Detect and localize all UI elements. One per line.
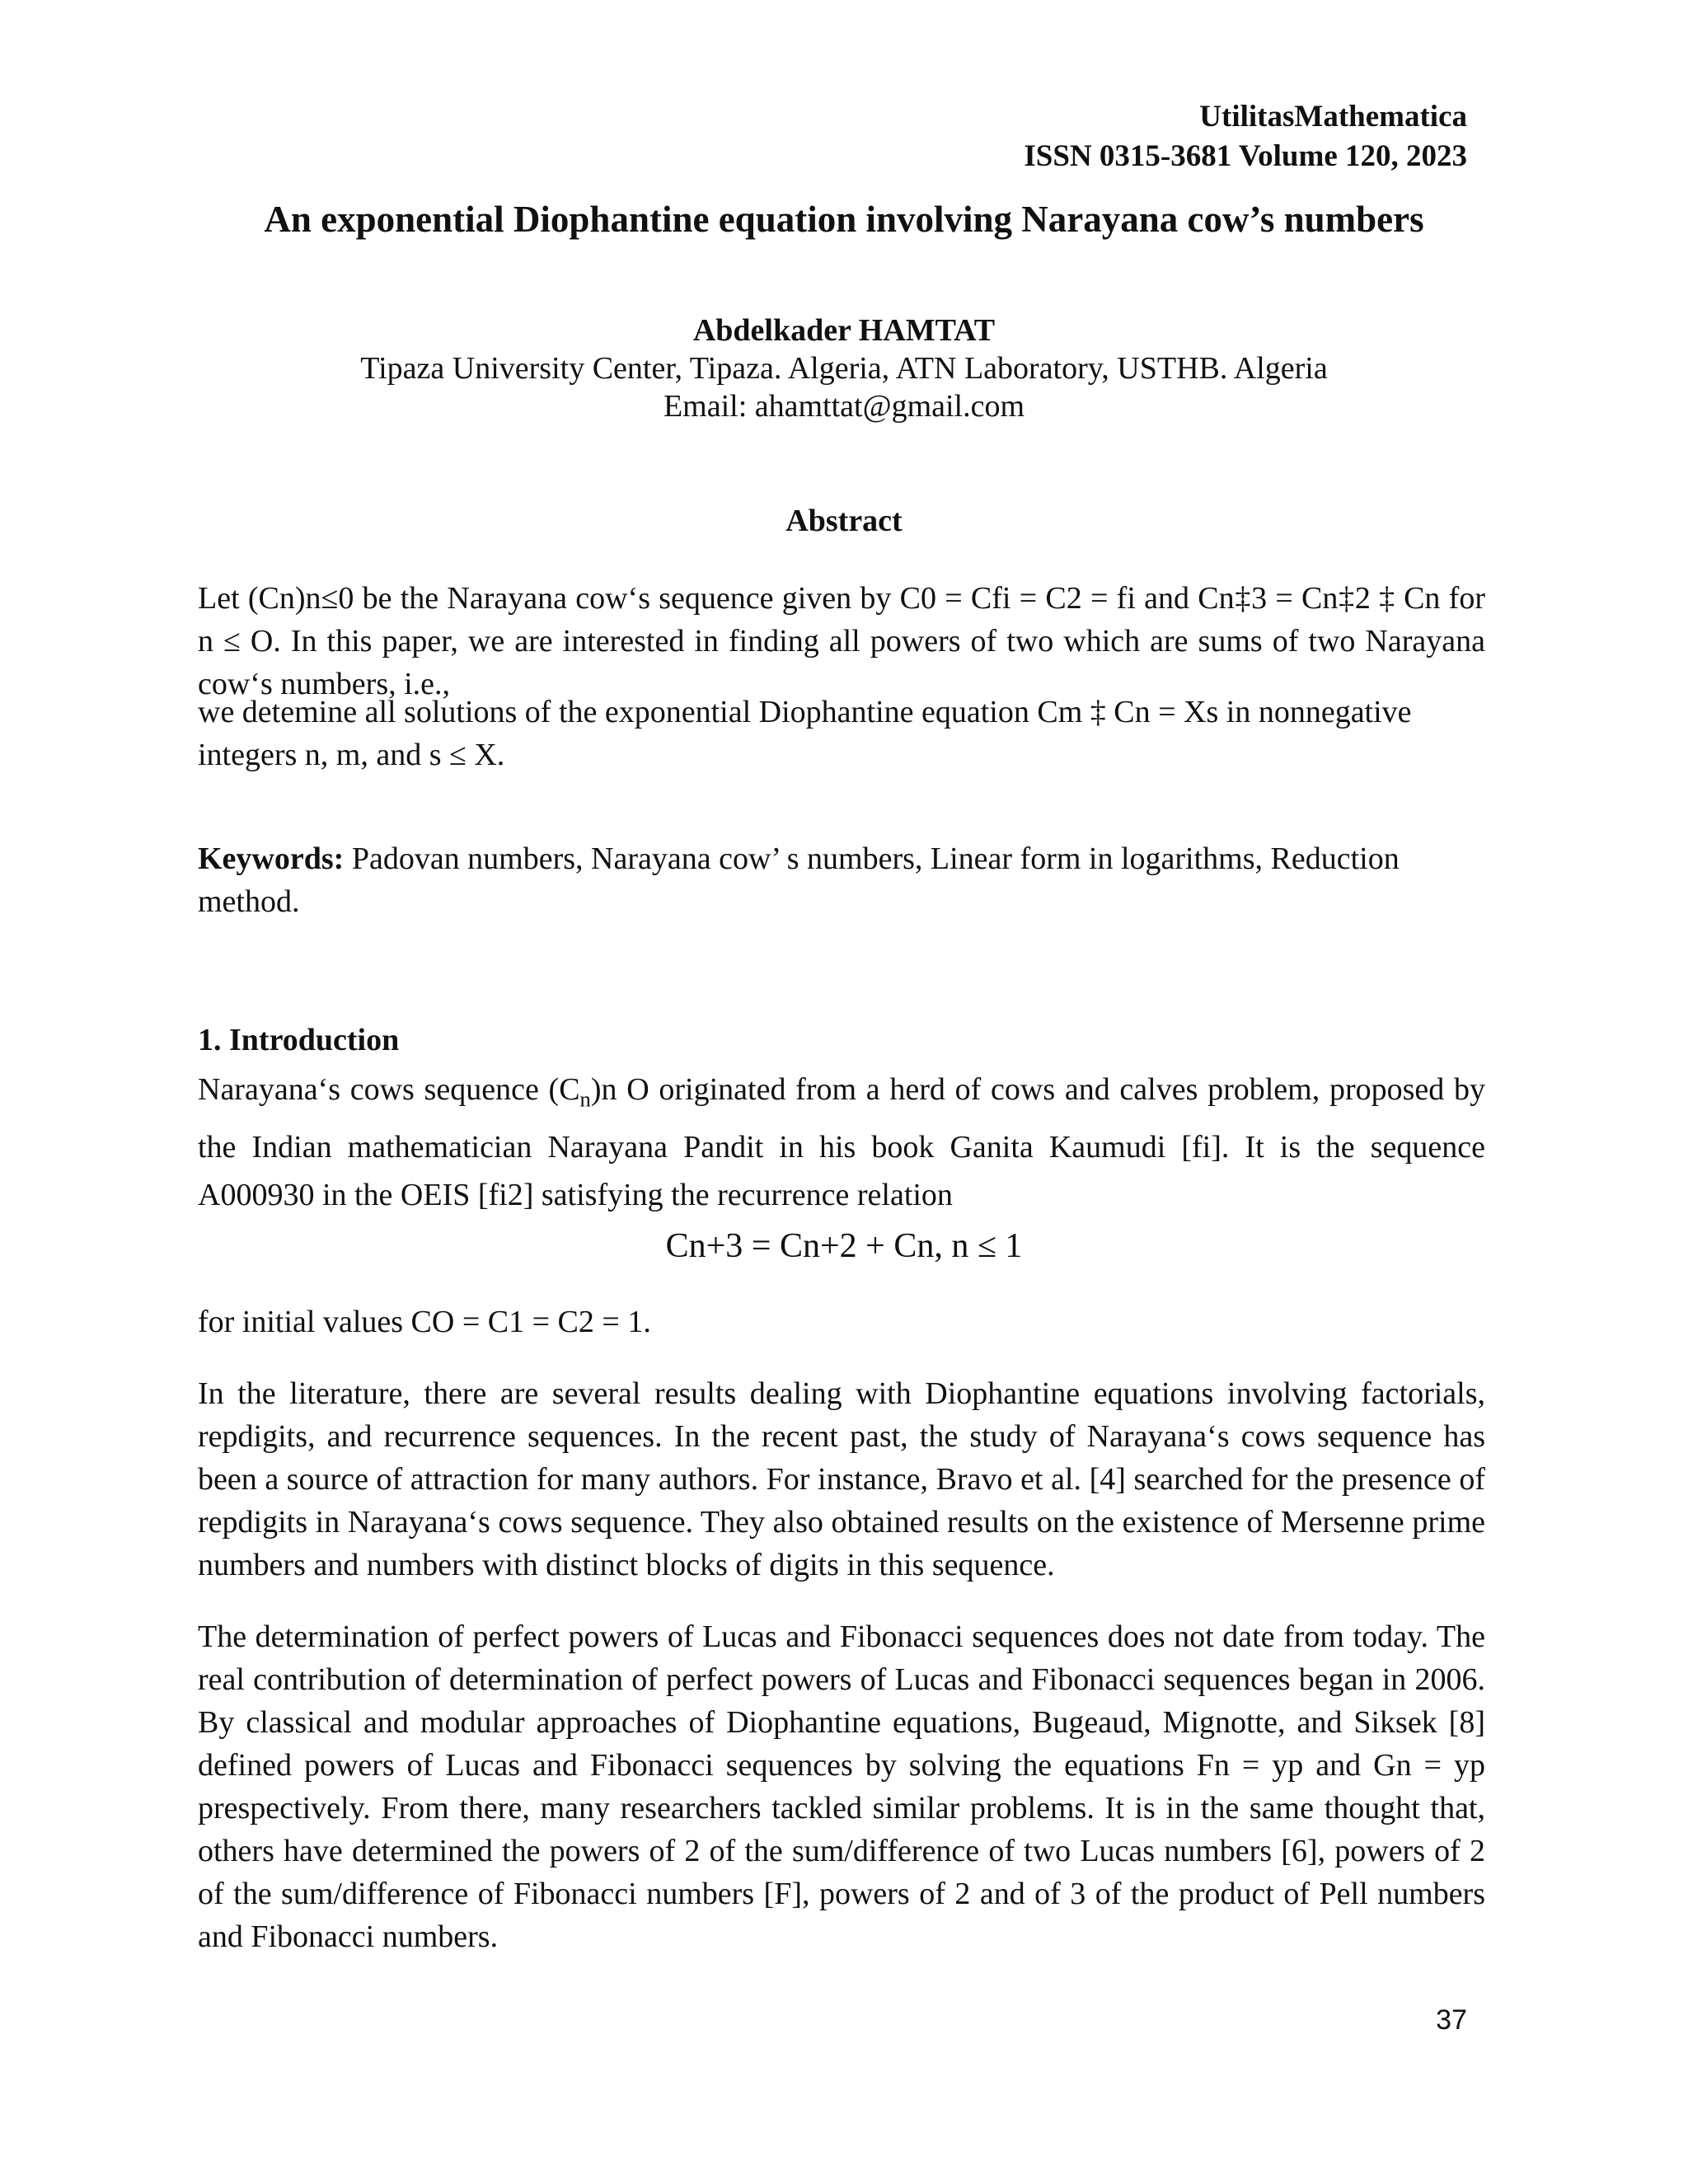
journal-name: UtilitasMathematica <box>1199 100 1467 134</box>
keywords <box>198 837 1485 923</box>
intro-p1-start: Narayana‘s cows sequence (C <box>198 1072 580 1107</box>
author-email: Email: ahamttat@gmail.com <box>663 389 1025 424</box>
intro-p1-rest: )n O originated from a herd of cows and calves problem, proposed by the Indian mathematician Narayana Pandit in his book Ganita Kaumudi [fi]. It is the sequence A000930 in the OEIS [fi2] satisfying the recurrence relation <box>198 1072 1485 1212</box>
abstract-text-2: we detemine all solutions of the exponential Diophantine equation Cm ‡ Cn = Xs in nonnegative integers n, m, and s ≤ X. <box>198 695 1412 772</box>
intro-p1-subscript: n <box>579 1086 591 1112</box>
initial-values: for initial values CO = C1 = C2 = 1. <box>198 1305 651 1339</box>
section-heading-introduction: 1. Introduction <box>198 1023 400 1057</box>
abstract-text-1: Let (Cn)n≤0 be the Narayana cow‘s sequence given by C0 = Cfi = C2 = fi and Cn‡3 = Cn‡2 ‡ Cn for n ≤ O. In this paper, we are interested in finding all powers of two which are sums of two Narayana cow‘s numbers, i.e., <box>198 581 1485 701</box>
abstract-heading: Abstract <box>785 504 903 538</box>
journal-issn: ISSN 0315-3681 Volume 120, 2023 <box>1024 139 1467 173</box>
author-block <box>0 312 1688 425</box>
intro-paragraph-2: In the literature, there are several results dealing with Diophantine equations involving factorials, repdigits, and recurrence sequences. In the recent past, the study of Narayana‘s cows sequence has been a source of attraction for many authors. For instance, Bravo et al. [4] searched for the presence of repdigits in Narayana‘s cows sequence. They also obtained results on the existence of Mersenne prime numbers and numbers with distinct blocks of digits in this sequence. <box>198 1376 1485 1582</box>
author-name: Abdelkader HAMTAT <box>692 313 996 348</box>
author-affiliation: Tipaza University Center, Tipaza. Algeria, ATN Laboratory, USTHB. Algeria <box>360 351 1328 386</box>
page-number: 37 <box>1436 2004 1467 2036</box>
paper-title: An exponential Diophantine equation involving Narayana cow’s numbers <box>264 199 1424 240</box>
keywords-text: Padovan numbers, Narayana cow’ s numbers, Linear form in logarithms, Reduction method. <box>198 841 1400 919</box>
intro-paragraph-3: The determination of perfect powers of Lucas and Fibonacci sequences does not date from today. The real contribution of determination of perfect powers of Lucas and Fibonacci sequences began in 2006. By classical and modular approaches of Diophantine equations, Bugeaud, Mignotte, and Siksek [8] defined powers of Lucas and Fibonacci sequences by solving the equations Fn = yp and Gn = yp prespectively. From there, many researchers tackled similar problems. It is in the same thought that, others have determined the powers of 2 of the sum/difference of two Lucas numbers [6], powers of 2 of the sum/difference of Fibonacci numbers [F], powers of 2 and of 3 of the product of Pell numbers and Fibonacci numbers. <box>198 1619 1485 1954</box>
intro-paragraph-1 <box>198 1066 1485 1219</box>
recurrence-equation: Cn+3 = Cn+2 + Cn, n ≤ 1 <box>665 1227 1023 1265</box>
journal-header <box>1024 97 1467 176</box>
keywords-label: Keywords: <box>198 841 345 876</box>
